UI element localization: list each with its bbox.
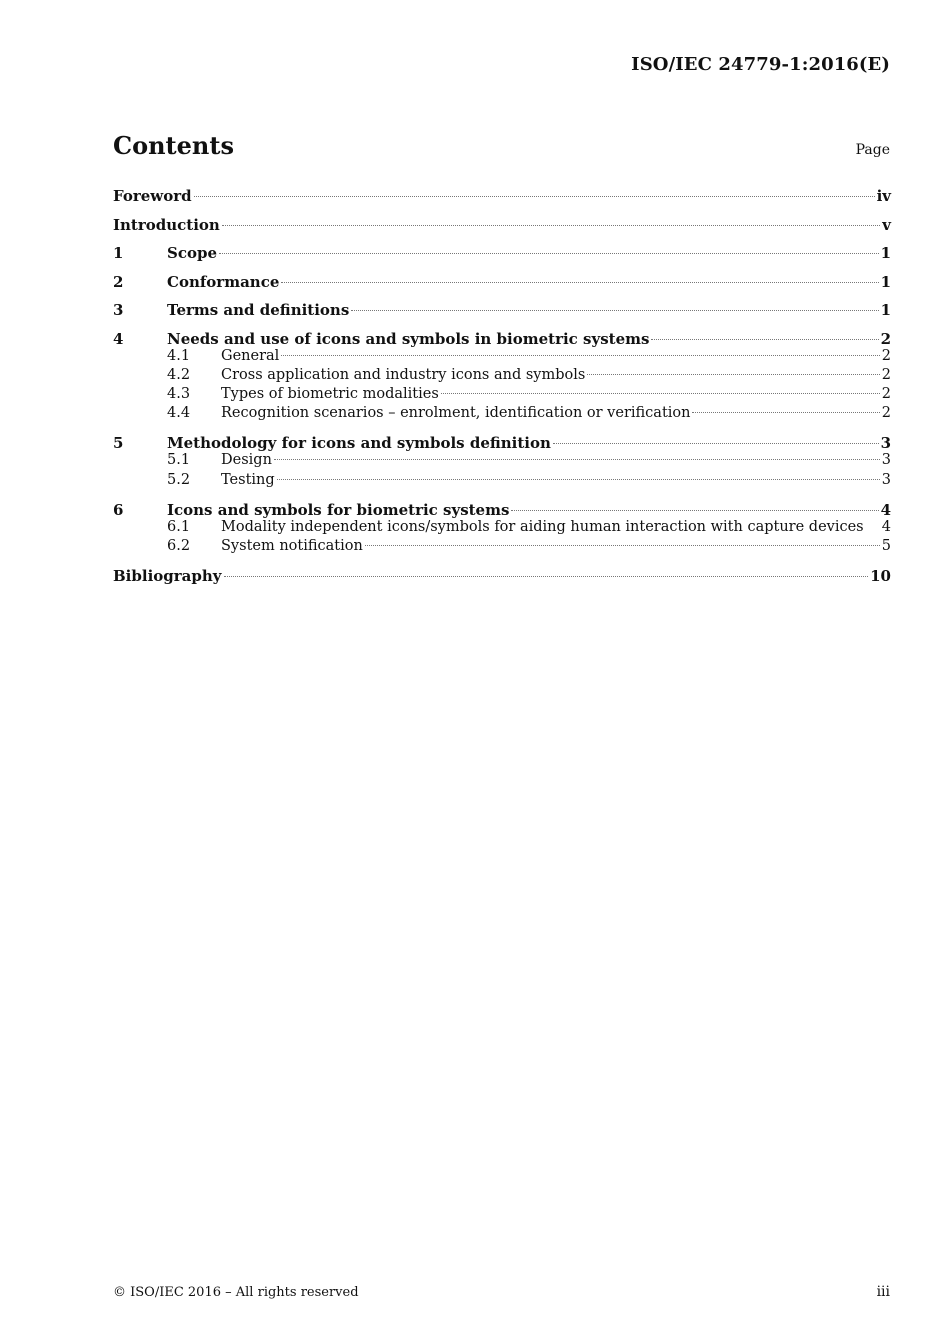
- toc-entry-title: System notification: [221, 537, 363, 554]
- toc-subentry-system-notification[interactable]: [113, 537, 891, 565]
- toc-dot-leader: [441, 393, 880, 394]
- toc-entry-number: 3: [113, 301, 124, 319]
- toc-entry-number: 4: [113, 329, 124, 348]
- toc-entry-page: 4: [881, 518, 891, 535]
- toc-subentry-recognition-scenarios[interactable]: [113, 404, 891, 432]
- toc-entry-page: 3: [881, 452, 891, 469]
- toc-entry-title: Testing: [221, 471, 275, 488]
- toc-entry-needs-and-use[interactable]: [113, 328, 891, 347]
- toc-entry-page: 2: [880, 329, 891, 348]
- toc-entry-page: 5: [881, 537, 891, 554]
- toc-dot-leader: [692, 412, 879, 413]
- toc-dot-leader: [587, 374, 879, 375]
- toc-entry-title: Needs and use of icons and symbols in biometric systems: [167, 329, 650, 348]
- toc-dot-leader: [274, 459, 880, 460]
- toc-entry-number: 5.2: [167, 471, 191, 488]
- toc-entry-title: Cross application and industry icons and symbols: [221, 366, 586, 383]
- toc-dot-leader: [281, 282, 878, 283]
- toc-entry-page: iv: [876, 187, 891, 205]
- toc-entry-title: Design: [221, 452, 272, 469]
- toc-entry-introduction[interactable]: [113, 214, 891, 243]
- toc-entry-conformance[interactable]: [113, 271, 891, 300]
- toc-entry-number: 4.1: [167, 347, 191, 364]
- footer-copyright: © ISO/IEC 2016 – All rights reserved: [113, 1285, 359, 1300]
- toc-entry-title: Terms and definitions: [167, 301, 350, 319]
- toc-entry-title: Modality independent icons/symbols for aiding human interaction with capture devices: [221, 518, 864, 535]
- toc-entry-title: Conformance: [167, 272, 280, 291]
- toc-dot-leader: [365, 545, 880, 546]
- toc-dot-leader: [281, 355, 879, 356]
- toc-entry-page: 2: [881, 405, 891, 422]
- toc-entry-title: Icons and symbols for biometric systems: [167, 500, 510, 519]
- toc-entry-title: Scope: [167, 244, 218, 262]
- toc-subentry-cross-application[interactable]: [113, 366, 891, 385]
- page-column-label: Page: [855, 142, 890, 158]
- toc-entry-title: Bibliography: [113, 566, 222, 585]
- toc-entry-page: 2: [881, 386, 891, 403]
- toc-entry-scope[interactable]: [113, 242, 891, 271]
- toc-entry-title: Methodology for icons and symbols definition: [167, 434, 551, 453]
- toc-subentry-modality-independent[interactable]: [113, 518, 891, 537]
- toc-entry-page: 2: [881, 347, 891, 364]
- toc-entry-number: 5.1: [167, 452, 191, 469]
- toc-entry-page: 2: [881, 366, 891, 383]
- toc-subentry-biometric-modalities[interactable]: [113, 385, 891, 404]
- toc-dot-leader: [194, 196, 875, 197]
- toc-entry-page: 10: [870, 566, 891, 585]
- toc-entry-number: 5: [113, 434, 124, 453]
- toc-entry-number: 6: [113, 500, 124, 519]
- toc-subentry-testing[interactable]: [113, 471, 891, 499]
- toc-entry-page: 4: [880, 500, 891, 519]
- toc-entry-terms-and-definitions[interactable]: [113, 299, 891, 328]
- table-of-contents: [113, 185, 891, 593]
- toc-entry-title: Types of biometric modalities: [221, 386, 439, 403]
- toc-entry-number: 4.4: [167, 405, 191, 422]
- contents-heading: Contents: [113, 131, 234, 160]
- toc-entry-number: 2: [113, 272, 124, 291]
- toc-entry-page: v: [882, 215, 891, 234]
- toc-entry-page: 1: [880, 272, 891, 291]
- toc-entry-icons-and-symbols[interactable]: [113, 499, 891, 518]
- toc-entry-page: 3: [880, 434, 891, 453]
- toc-dot-leader: [553, 443, 879, 444]
- toc-dot-leader: [224, 576, 869, 577]
- toc-entry-title: Recognition scenarios – enrolment, identification or verification: [221, 405, 691, 422]
- toc-entry-number: 1: [113, 244, 124, 262]
- toc-entry-title: General: [221, 347, 280, 364]
- toc-dot-leader: [511, 510, 878, 511]
- toc-entry-title: Introduction: [113, 215, 220, 234]
- toc-dot-leader: [651, 339, 878, 340]
- toc-entry-foreword[interactable]: [113, 185, 891, 214]
- toc-entry-number: 4.2: [167, 366, 191, 383]
- toc-entry-number: 4.3: [167, 386, 191, 403]
- document-identifier: ISO/IEC 24779-1:2016(E): [631, 54, 890, 75]
- toc-dot-leader: [277, 479, 880, 480]
- toc-entry-page: 1: [880, 244, 891, 262]
- toc-entry-number: 6.1: [167, 518, 191, 535]
- toc-dot-leader: [351, 310, 878, 311]
- toc-entry-number: 6.2: [167, 537, 191, 554]
- toc-entry-methodology[interactable]: [113, 432, 891, 451]
- toc-entry-bibliography[interactable]: [113, 565, 891, 594]
- toc-dot-leader: [219, 253, 879, 254]
- toc-entry-page: 3: [881, 471, 891, 488]
- toc-entry-page: 1: [880, 301, 891, 319]
- toc-entry-title: Foreword: [113, 187, 192, 205]
- footer-page-number: iii: [876, 1284, 890, 1300]
- toc-dot-leader: [222, 225, 880, 226]
